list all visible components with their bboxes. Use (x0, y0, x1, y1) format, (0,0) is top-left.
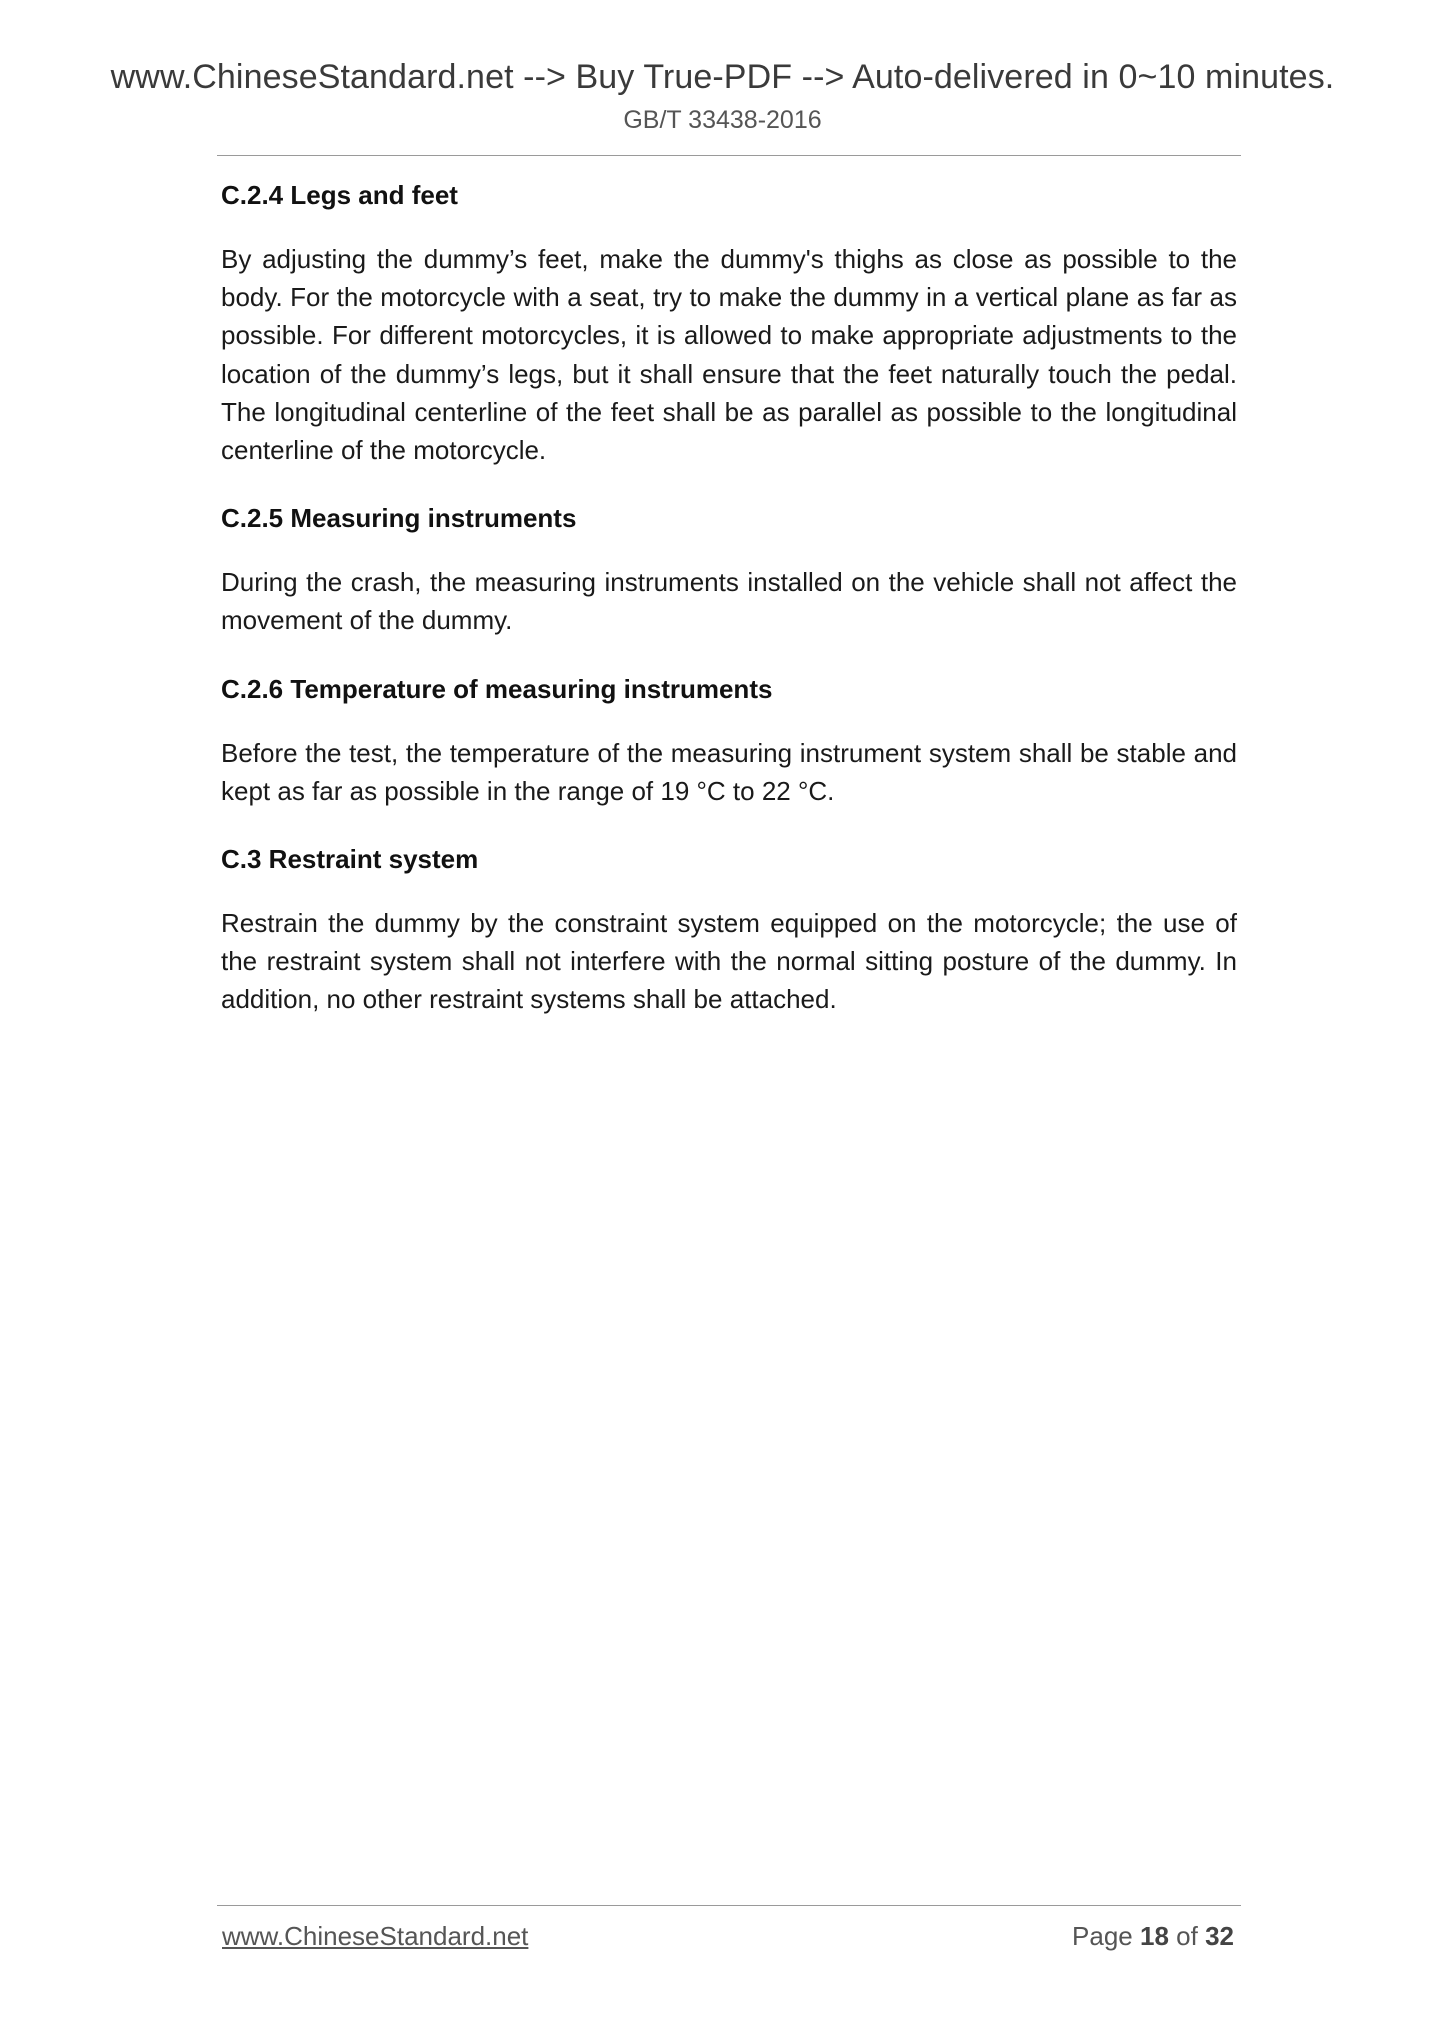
section-heading: C.3 Restraint system (221, 844, 479, 875)
footer-divider (217, 1905, 1241, 1906)
section-heading: C.2.4 Legs and feet (221, 180, 458, 210)
section-paragraph: Before the test, the temperature of the measuring instrument system shall be stable and kept as far as possible in the range of 19 °C to 22 °C. (221, 737, 1237, 806)
footer-site-link[interactable]: www.ChineseStandard.net (222, 1921, 529, 1951)
section-heading: C.2.5 Measuring instruments (221, 503, 577, 534)
section-c-2-4 (221, 176, 1237, 469)
page-number (1072, 1921, 1234, 1952)
header-divider (217, 155, 1241, 156)
section-paragraph: By adjusting the dummy’s feet, make the dummy's thighs as close as possible to the body. For the motorcycle with a seat, try to make the dummy in a vertical plane as far as possible. For different motorcycles, it is allowed to make appropriate adjustments to the location of the dummy’s legs, but it shall ensure that the feet naturally touch the pedal. The longitudinal centerline of the feet shall be as parallel as possible to the longitudinal centerline of the motorcycle. (221, 244, 1237, 466)
document-id: GB/T 33438-2016 (623, 106, 822, 134)
section-c-3 (221, 840, 1237, 1019)
section-paragraph: Restrain the dummy by the constraint system equipped on the motorcycle; the use of the restraint system shall not interfere with the normal sitting posture of the dummy. In addition, no other restraint systems shall be attached. (221, 908, 1237, 1015)
site-banner: www.ChineseStandard.net --> Buy True-PDF --> Auto-delivered in 0~10 minutes. (110, 58, 1335, 96)
document-body (221, 176, 1237, 1049)
page-current: 18 (1140, 1921, 1169, 1951)
section-paragraph: During the crash, the measuring instruments installed on the vehicle shall not affect the movement of the dummy. (221, 567, 1237, 636)
page-of: of (1176, 1921, 1198, 1951)
section-c-2-5 (221, 499, 1237, 639)
section-heading: C.2.6 Temperature of measuring instruments (221, 673, 773, 704)
page-label: Page (1072, 1921, 1133, 1951)
page-total: 32 (1205, 1921, 1234, 1951)
section-c-2-6 (221, 670, 1237, 810)
